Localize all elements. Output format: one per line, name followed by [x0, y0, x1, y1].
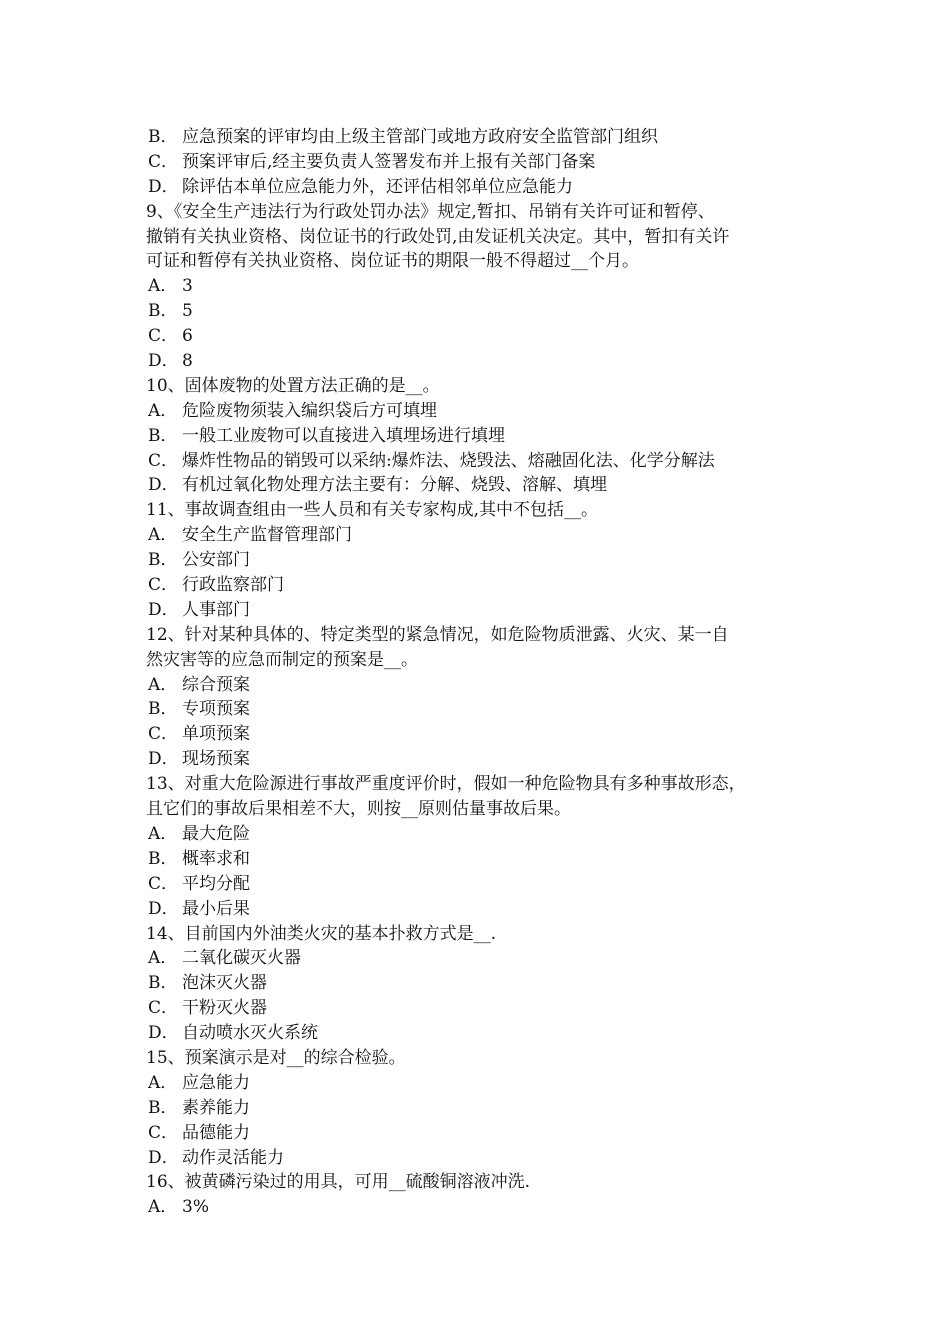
option-letter: A．	[148, 948, 178, 969]
answer-option	[146, 548, 836, 573]
option-text: 公安部门	[182, 550, 250, 571]
question-text: 撤销有关执业资格、岗位证书的行政处罚,由发证机关决定。其中，暂扣有关许	[146, 226, 730, 247]
answer-option	[146, 971, 836, 996]
answer-option	[146, 523, 836, 548]
option-letter: D．	[148, 176, 179, 197]
option-text: 3%	[182, 1197, 209, 1218]
option-text: 爆炸性物品的销毁可以采纳:爆炸法、烧毁法、熔融固化法、化学分解法	[182, 450, 715, 471]
option-text: 3	[182, 276, 193, 297]
option-text: 预案评审后,经主要负责人签署发布并上报有关部门备案	[182, 151, 596, 172]
exam-content	[146, 125, 836, 1220]
option-text: 概率求和	[182, 848, 250, 869]
answer-option	[146, 573, 836, 598]
answer-option	[146, 349, 836, 374]
answer-option	[146, 125, 836, 150]
answer-option	[146, 847, 836, 872]
option-letter: C．	[148, 326, 179, 347]
option-text: 泡沫灭火器	[182, 973, 267, 994]
option-letter: B．	[148, 848, 178, 869]
option-letter: C．	[148, 450, 179, 471]
option-letter: A．	[148, 276, 178, 297]
option-letter: D．	[148, 749, 179, 770]
option-letter: C．	[148, 873, 179, 894]
option-letter: C．	[148, 724, 179, 745]
option-text: 平均分配	[182, 873, 250, 894]
option-text: 人事部门	[182, 599, 250, 620]
option-letter: A．	[148, 525, 178, 546]
answer-option	[146, 424, 836, 449]
answer-option	[146, 1121, 836, 1146]
option-letter: B．	[148, 425, 178, 446]
answer-option	[146, 1146, 836, 1171]
question-text: 14、目前国内外油类火灾的基本扑救方式是__.	[146, 923, 497, 944]
answer-option	[146, 1195, 836, 1220]
option-letter: B．	[148, 550, 178, 571]
answer-option	[146, 897, 836, 922]
option-text: 8	[182, 351, 193, 372]
question-text: 12、针对某种具体的、特定类型的紧急情况，如危险物质泄露、火灾、某一自	[146, 624, 729, 645]
option-letter: A．	[148, 1072, 178, 1093]
question-text: 16、被黄磷污染过的用具，可用__硫酸铜溶液冲洗.	[146, 1172, 531, 1193]
option-letter: D．	[148, 1023, 179, 1044]
option-text: 干粉灭火器	[182, 998, 267, 1019]
answer-option	[146, 150, 836, 175]
question-text: 然灾害等的应急而制定的预案是__。	[146, 649, 418, 670]
answer-option	[146, 399, 836, 424]
option-letter: D．	[148, 1147, 179, 1168]
option-text: 最大危险	[182, 823, 250, 844]
option-letter: D．	[148, 898, 179, 919]
option-text: 动作灵活能力	[182, 1147, 284, 1168]
question-text: 15、预案演示是对__的综合检验。	[146, 1047, 406, 1068]
question-text: 9、《安全生产违法行为行政处罚办法》规定,暂扣、吊销有关许可证和暂停、	[146, 201, 715, 222]
option-text: 5	[182, 301, 193, 322]
option-text: 素养能力	[182, 1097, 250, 1118]
option-text: 6	[182, 326, 193, 347]
option-text: 行政监察部门	[182, 575, 284, 596]
option-text: 单项预案	[182, 724, 250, 745]
option-text: 二氧化碳灭火器	[182, 948, 301, 969]
question-text: 且它们的事故后果相差不大，则按__原则估量事故后果。	[146, 799, 571, 820]
option-letter: D．	[148, 475, 179, 496]
answer-option	[146, 299, 836, 324]
option-letter: C．	[148, 1122, 179, 1143]
option-text: 有机过氧化物处理方法主要有：分解、烧毁、溶解、填埋	[182, 475, 607, 496]
option-letter: D．	[148, 351, 179, 372]
option-letter: D．	[148, 599, 179, 620]
option-text: 一般工业废物可以直接进入填埋场进行填埋	[182, 425, 505, 446]
option-text: 除评估本单位应急能力外，还评估相邻单位应急能力	[182, 176, 573, 197]
answer-option	[146, 722, 836, 747]
option-letter: A．	[148, 674, 178, 695]
answer-option	[146, 175, 836, 200]
option-letter: B．	[148, 1097, 178, 1118]
answer-option	[146, 822, 836, 847]
option-letter: B．	[148, 127, 178, 147]
option-letter: C．	[148, 151, 179, 172]
question-text: 13、对重大危险源进行事故严重度评价时，假如一种危险物具有多种事故形态，	[146, 774, 746, 795]
option-letter: B．	[148, 973, 178, 994]
option-letter: B．	[148, 301, 178, 322]
option-letter: A．	[148, 400, 178, 421]
option-letter: C．	[148, 998, 179, 1019]
option-text: 最小后果	[182, 898, 250, 919]
answer-option	[146, 946, 836, 971]
option-text: 品德能力	[182, 1122, 250, 1143]
answer-option	[146, 996, 836, 1021]
answer-option	[146, 1021, 836, 1046]
option-letter: A．	[148, 1197, 178, 1218]
option-text: 应急预案的评审均由上级主管部门或地方政府安全监管部门组织	[182, 127, 658, 147]
answer-option	[146, 598, 836, 623]
answer-option	[146, 872, 836, 897]
option-text: 现场预案	[182, 749, 250, 770]
option-letter: B．	[148, 699, 178, 720]
question-text: 10、固体废物的处置方法正确的是__。	[146, 375, 440, 396]
option-text: 自动喷水灭火系统	[182, 1023, 318, 1044]
answer-option	[146, 274, 836, 299]
option-text: 安全生产监督管理部门	[182, 525, 352, 546]
answer-option	[146, 324, 836, 349]
answer-option	[146, 1096, 836, 1121]
answer-option	[146, 473, 836, 498]
option-letter: A．	[148, 823, 178, 844]
option-text: 应急能力	[182, 1072, 250, 1093]
answer-option	[146, 673, 836, 698]
answer-option	[146, 449, 836, 474]
option-text: 专项预案	[182, 699, 250, 720]
option-text: 综合预案	[182, 674, 250, 695]
question-text: 11、事故调查组由一些人员和有关专家构成,其中不包括__。	[146, 500, 599, 521]
answer-option	[146, 747, 836, 772]
answer-option	[146, 697, 836, 722]
option-text: 危险废物须装入编织袋后方可填埋	[182, 400, 437, 421]
answer-option	[146, 1071, 836, 1096]
question-text: 可证和暂停有关执业资格、岗位证书的期限一般不得超过__个月。	[146, 251, 639, 272]
option-letter: C．	[148, 575, 179, 596]
